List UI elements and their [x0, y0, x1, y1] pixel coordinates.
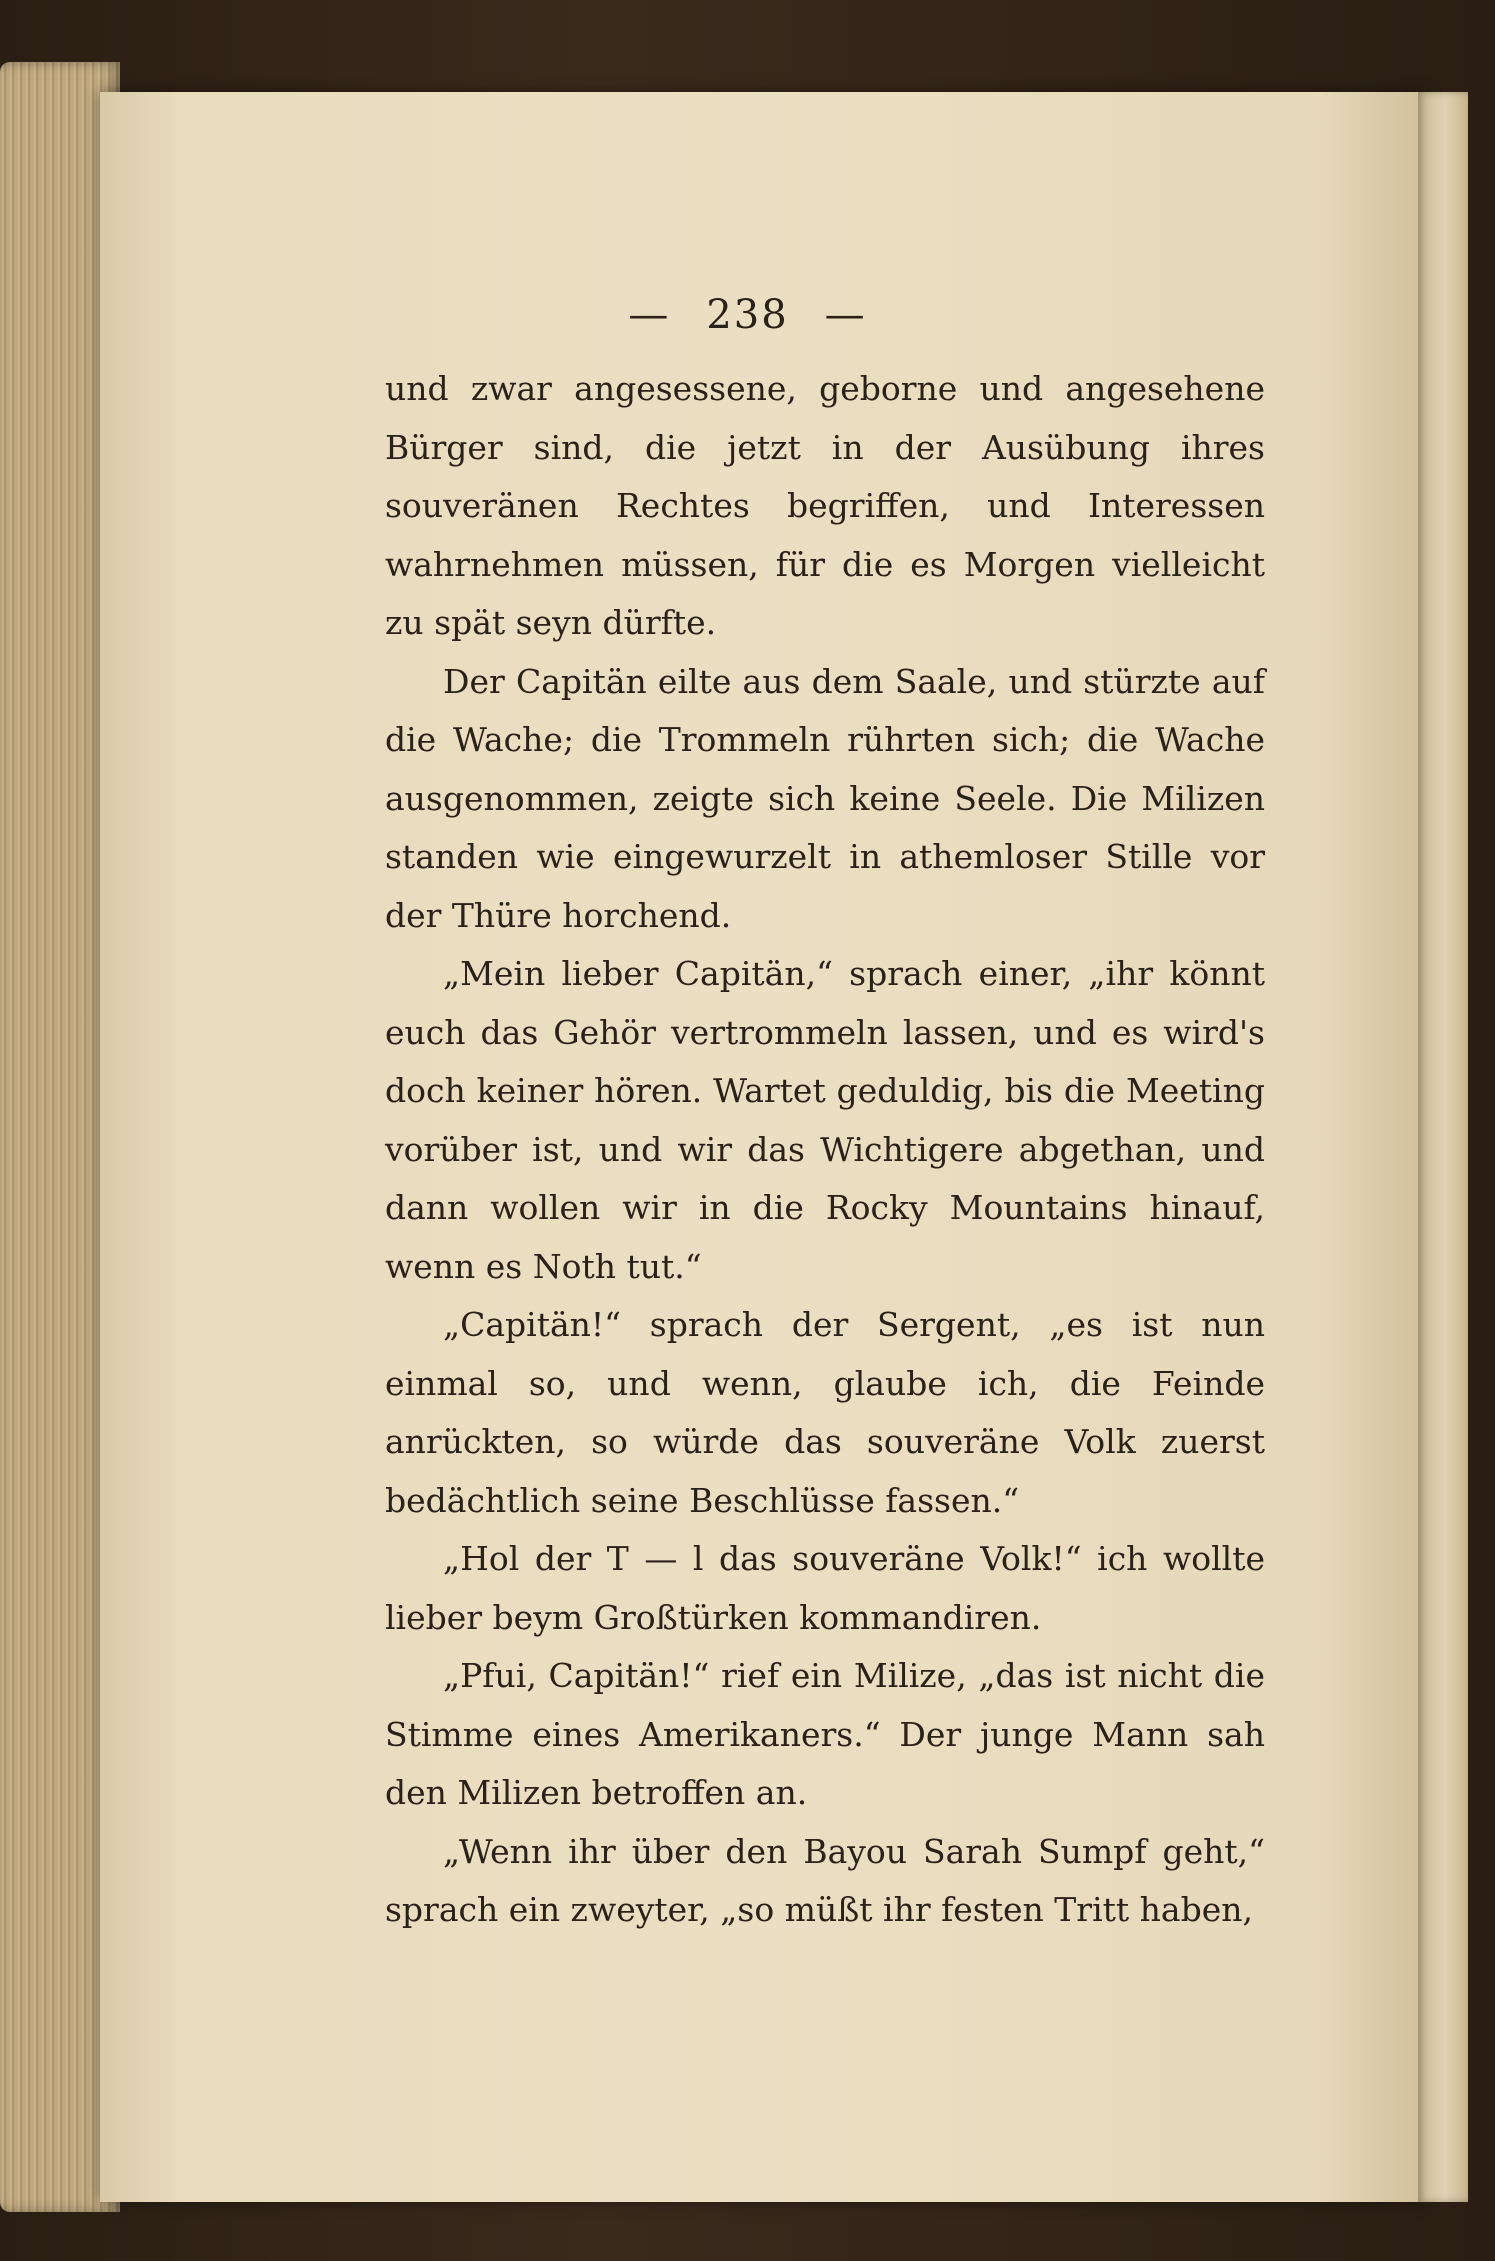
paragraph: „Hol der T — l das souveräne Volk!“ ich wollte lieber beym Großtürken kommandiren.	[385, 1539, 1265, 1637]
page-body	[385, 360, 1265, 1940]
header-dash-left: —	[628, 292, 671, 338]
page-header	[0, 292, 1495, 338]
paragraph: „Pfui, Capitän!“ rief ein Milize, „das ist nicht die Stimme eines Amerikaners.“ Der junge Mann sah den Milizen betroffen an.	[385, 1656, 1265, 1812]
paragraph: „Mein lieber Capitän,“ sprach einer, „ihr könnt euch das Gehör vertrommeln lassen, und es wird's doch keiner hören. Wartet geduldig, bis die Meeting vorüber ist, und wir das Wichtigere abgethan, und dann wollen wir in die Rocky Mountains hinauf, wenn es Noth tut.“	[385, 954, 1265, 1286]
header-dash-right: —	[824, 292, 867, 338]
paragraph: Der Capitän eilte aus dem Saale, und stürzte auf die Wache; die Trommeln rührten sich; die Wache ausgenommen, zeigte sich keine Seele. Die Milizen standen wie eingewurzelt in athemloser Stille vor der Thüre horchend.	[385, 661, 1265, 935]
paragraph: „Capitän!“ sprach der Sergent, „es ist nun einmal so, und wenn, glaube ich, die Feinde anrückten, so würde das souveräne Volk zuerst bedächtlich seine Beschlüsse fassen.“	[385, 1305, 1265, 1520]
page-number: 238	[706, 292, 789, 338]
facing-page-edge	[1418, 92, 1468, 2202]
paragraph: und zwar angesessene, geborne und angesehene Bürger sind, die jetzt in der Ausübung ihres souveränen Rechtes begriffen, und Interessen wahrnehmen müssen, für die es Morgen vielleicht zu spät seyn dürfte.	[385, 369, 1265, 642]
paragraph: „Wenn ihr über den Bayou Sarah Sumpf geht,“ sprach ein zweyter, „so müßt ihr festen Tritt haben,	[385, 1831, 1265, 1929]
